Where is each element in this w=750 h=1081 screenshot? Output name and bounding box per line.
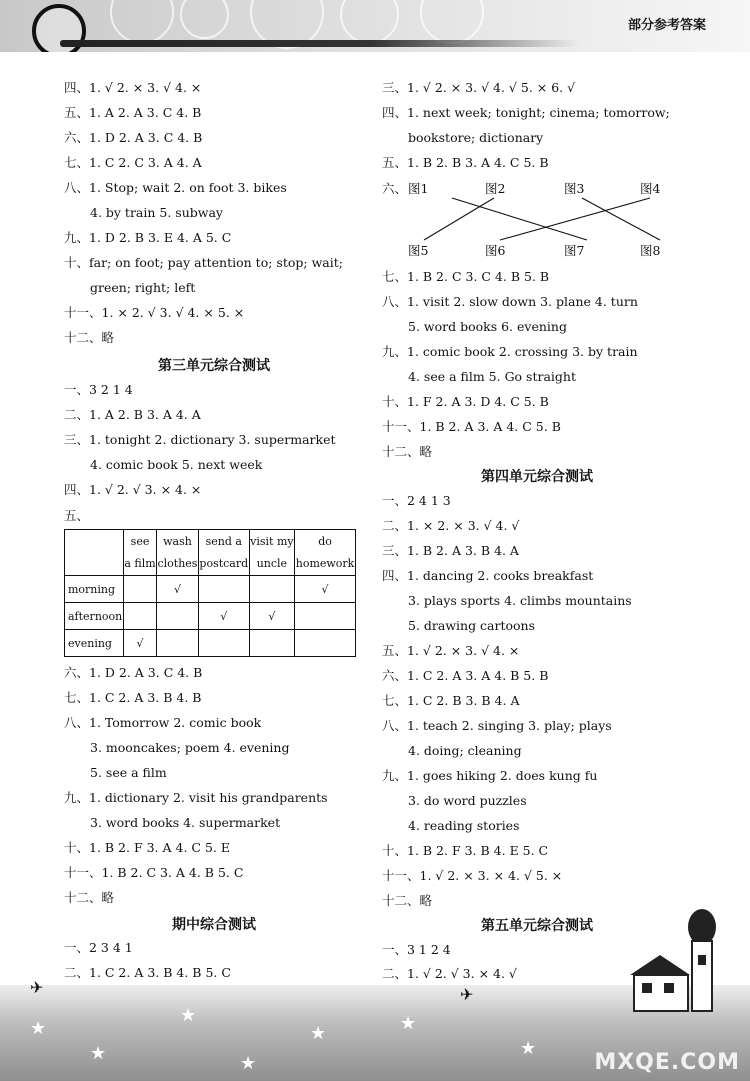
- answer-line: bookstore; dictionary: [408, 130, 544, 145]
- match-bottom-label: 图7: [564, 243, 585, 258]
- answer-line: 七、1. C 2. B 3. B 4. A: [382, 693, 520, 708]
- answer-line: 一、2 3 4 1: [64, 940, 133, 955]
- answer-line: 四、1. √ 2. √ 3. × 4. ×: [64, 482, 202, 497]
- table-header-cell: visit my uncle: [249, 530, 294, 576]
- table-header-cell: wash clothes: [157, 530, 199, 576]
- answer-line: 5. drawing cartoons: [408, 618, 536, 633]
- answer-line: 5. word books 6. evening: [408, 319, 567, 334]
- table-cell: [124, 576, 157, 603]
- table-cell: [157, 603, 199, 630]
- table-row: [65, 576, 356, 603]
- answer-line: 一、2 4 1 3: [382, 493, 451, 508]
- matching-lines: [382, 196, 682, 244]
- table-header-cell: see a film: [124, 530, 157, 576]
- answer-line: 五、1. A 2. A 3. C 4. B: [64, 105, 202, 120]
- match-bottom-label: 图5: [408, 243, 429, 258]
- table-cell: √: [124, 630, 157, 657]
- table-cell: [198, 630, 249, 657]
- answer-line: 十一、1. B 2. C 3. A 4. B 5. C: [64, 865, 244, 880]
- watermark: MXQE.COM: [594, 1050, 740, 1075]
- answer-line: 七、1. C 2. C 3. A 4. A: [64, 155, 202, 170]
- activity-table: [64, 529, 356, 657]
- table-cell: √: [295, 576, 356, 603]
- answer-line: 三、1. B 2. A 3. B 4. A: [382, 543, 519, 558]
- answer-line: 十、far; on foot; pay attention to; stop; wait;: [64, 255, 343, 270]
- star-icon: ★: [30, 1018, 47, 1039]
- table-cell: [295, 603, 356, 630]
- answer-line: 二、1. C 2. A 3. B 4. B 5. C: [64, 965, 231, 980]
- star-icon: ★: [400, 1013, 417, 1034]
- section-heading-unit5: 第五单元综合测试: [481, 918, 593, 934]
- table-cell: [249, 630, 294, 657]
- house-illustration: [620, 905, 730, 1020]
- table-header-cell: send a postcard: [198, 530, 249, 576]
- star-icon: ★: [520, 1038, 537, 1059]
- answer-line: 九、1. D 2. B 3. E 4. A 5. C: [64, 230, 232, 245]
- section-heading-unit4: 第四单元综合测试: [481, 469, 593, 485]
- answer-line: 六、1. C 2. A 3. A 4. B 5. B: [382, 668, 549, 683]
- answer-line: 六、1. D 2. A 3. C 4. B: [64, 665, 203, 680]
- match-top-label: 图2: [485, 181, 506, 196]
- answer-line: 二、1. A 2. B 3. A 4. A: [64, 407, 201, 422]
- section-heading-unit3: 第三单元综合测试: [158, 358, 270, 374]
- matching-prefix: 六、: [382, 181, 408, 196]
- answer-line: 二、1. × 2. × 3. √ 4. √: [382, 518, 520, 533]
- answer-line: 四、1. next week; tonight; cinema; tomorrow;: [382, 105, 670, 120]
- answer-line: 五、: [64, 508, 90, 523]
- answer-line: 3. plays sports 4. climbs mountains: [408, 593, 632, 608]
- answer-line: 十二、略: [382, 444, 433, 459]
- answer-line: 十、1. F 2. A 3. D 4. C 5. B: [382, 394, 549, 409]
- answer-line: green; right; left: [90, 280, 196, 295]
- answer-line: 3. word books 4. supermarket: [90, 815, 281, 830]
- answer-line: 4. doing; cleaning: [408, 743, 522, 758]
- answer-line: 4. comic book 5. next week: [90, 457, 263, 472]
- answer-line: 九、1. goes hiking 2. does kung fu: [382, 768, 598, 783]
- answer-line: 七、1. C 2. A 3. B 4. B: [64, 690, 202, 705]
- bird-icon: ✈: [30, 978, 44, 997]
- table-row: [65, 630, 356, 657]
- answer-line: 3. mooncakes; poem 4. evening: [90, 740, 290, 755]
- answer-line: 九、1. comic book 2. crossing 3. by train: [382, 344, 638, 359]
- answer-line: 十二、略: [64, 890, 115, 905]
- section-heading-midterm: 期中综合测试: [172, 917, 256, 933]
- star-icon: ★: [180, 1005, 197, 1026]
- page-header: [0, 0, 750, 52]
- answer-line: 五、1. B 2. B 3. A 4. C 5. B: [382, 155, 549, 170]
- match-top-label: 图4: [640, 181, 661, 196]
- match-top-label: 图1: [408, 181, 429, 196]
- star-icon: ★: [90, 1043, 107, 1064]
- answer-line: 七、1. B 2. C 3. C 4. B 5. B: [382, 269, 550, 284]
- match-line: [424, 198, 494, 240]
- answer-line: 六、1. D 2. A 3. C 4. B: [64, 130, 203, 145]
- match-line: [452, 198, 587, 240]
- table-cell: [249, 576, 294, 603]
- header-rule: [60, 40, 580, 47]
- answer-line: 四、1. dancing 2. cooks breakfast: [382, 568, 594, 583]
- answer-line: 十一、1. × 2. √ 3. √ 4. × 5. ×: [64, 305, 245, 320]
- star-icon: ★: [310, 1023, 327, 1044]
- table-cell: [157, 630, 199, 657]
- answer-line: 九、1. dictionary 2. visit his grandparents: [64, 790, 328, 805]
- page-title: 部分参考答案: [627, 18, 706, 33]
- answer-line: 4. see a film 5. Go straight: [408, 369, 576, 384]
- match-line: [582, 198, 660, 240]
- answer-line: 八、1. Tomorrow 2. comic book: [64, 715, 262, 730]
- answer-line: 三、1. √ 2. × 3. √ 4. √ 5. × 6. √: [382, 80, 576, 95]
- answer-line: 4. reading stories: [408, 818, 520, 833]
- table-corner-cell: [65, 530, 124, 576]
- answer-line: 八、1. teach 2. singing 3. play; plays: [382, 718, 612, 733]
- match-bottom-label: 图6: [485, 243, 506, 258]
- answer-line: 八、1. Stop; wait 2. on foot 3. bikes: [64, 180, 287, 195]
- match-bottom-label: 图8: [640, 243, 661, 258]
- answer-line: 十一、1. √ 2. × 3. × 4. √ 5. ×: [382, 868, 563, 883]
- match-line: [500, 198, 650, 240]
- answer-line: 十二、略: [64, 330, 115, 345]
- answer-line: 八、1. visit 2. slow down 3. plane 4. turn: [382, 294, 638, 309]
- answer-line: 十一、1. B 2. A 3. A 4. C 5. B: [382, 419, 561, 434]
- table-header-cell: do homework: [295, 530, 356, 576]
- bird-icon: ✈: [460, 985, 474, 1004]
- answer-line: 5. see a film: [90, 765, 167, 780]
- star-icon: ★: [240, 1053, 257, 1074]
- answer-line: 十、1. B 2. F 3. A 4. C 5. E: [64, 840, 230, 855]
- answer-line: 五、1. √ 2. × 3. √ 4. ×: [382, 643, 520, 658]
- answer-line: 十、1. B 2. F 3. B 4. E 5. C: [382, 843, 549, 858]
- table-cell: [124, 603, 157, 630]
- table-cell: [198, 576, 249, 603]
- answer-line: 三、1. tonight 2. dictionary 3. supermarket: [64, 432, 336, 447]
- row-label: afternoon: [65, 603, 124, 630]
- row-label: evening: [65, 630, 124, 657]
- answer-line: 4. by train 5. subway: [90, 205, 223, 220]
- answer-line: 四、1. √ 2. × 3. √ 4. ×: [64, 80, 202, 95]
- table-cell: [295, 630, 356, 657]
- table-cell: √: [198, 603, 249, 630]
- match-top-label: 图3: [564, 181, 585, 196]
- row-label: morning: [65, 576, 124, 603]
- answer-line: 十二、略: [382, 893, 433, 908]
- table-row: [65, 603, 356, 630]
- answer-line: 一、3 1 2 4: [382, 942, 451, 957]
- answer-line: 3. do word puzzles: [408, 793, 527, 808]
- table-cell: √: [157, 576, 199, 603]
- answer-line: 二、1. √ 2. √ 3. × 4. √: [382, 966, 517, 981]
- answer-line: 一、3 2 1 4: [64, 382, 133, 397]
- table-cell: √: [249, 603, 294, 630]
